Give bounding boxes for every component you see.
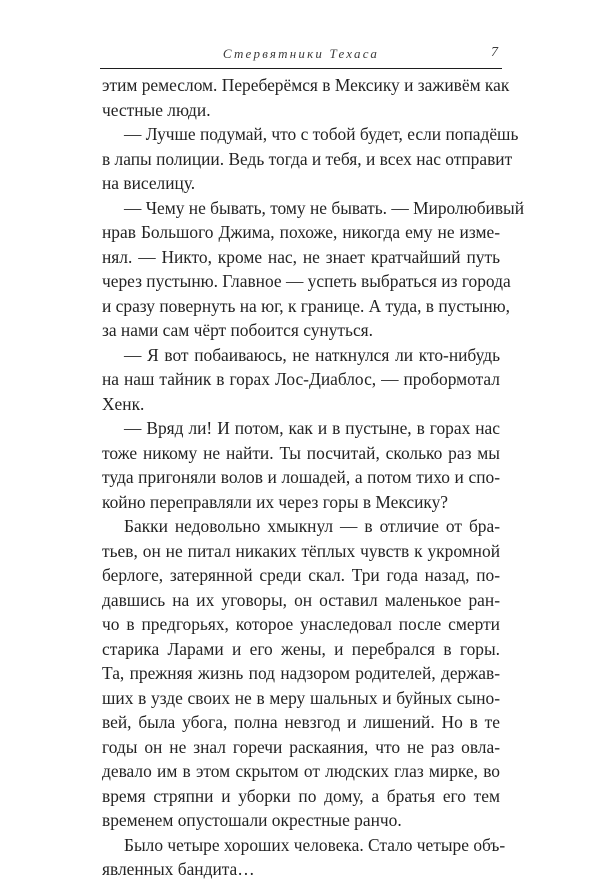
text-line: тоже никому не найти. Ты посчитай, сколько раз мы — [102, 442, 500, 463]
text-line: и сразу повернуть на юг, к границе. А туда, в пустыню, — [102, 295, 510, 316]
text-line: Та, прежняя жизнь под надзором родителей, держав- — [102, 663, 500, 683]
text-line: через пустыню. Главное — успеть выбраться из города — [102, 271, 511, 291]
text-line: давшись на их уговоры, он оставил маленькое ран- — [102, 589, 500, 610]
text-line: девало им в этом скрытом от людских глаз мирке, во — [102, 761, 500, 781]
text-line: на наш тайник в горах Лос-Диаблос, — пробормотал — [102, 369, 500, 389]
text-line: — Лучше подумай, что с тобой будет, если попадёшь — [124, 124, 519, 144]
header-rule — [100, 68, 502, 69]
text-line: на виселицу. — [102, 173, 196, 193]
text-line: в лапы полиции. Ведь тогда и тебя, и всех нас отправит — [102, 148, 513, 169]
text-line: вей, была убога, полна невзгод и лишений. Но в те — [102, 712, 500, 732]
text-line: нял. — Никто, кроме нас, не знает кратчайший путь — [102, 246, 500, 267]
text-line: тьев, он не питал никаких тёплых чувств к укромной — [102, 540, 500, 561]
text-line: Бакки недовольно хмыкнул — в отличие от бра- — [124, 516, 500, 536]
text-line: ших в узде своих не в меру шальных и буйных сыно- — [102, 687, 500, 708]
text-line: — Чему не бывать, тому не бывать. — Миролюбивый — [124, 197, 525, 218]
text-line: — Вряд ли! И потом, как и в пустыне, в горах нас — [124, 418, 500, 438]
text-line: нрав Большого Джима, похоже, никогда ему не изме- — [102, 222, 500, 242]
text-line: — Я вот побаиваюсь, не наткнулся ли кто-нибудь — [124, 344, 500, 365]
text-line: туда пригоняли волов и лошадей, а потом тихо и спо- — [102, 467, 500, 487]
text-line: Было четыре хороших человека. Стало четыре объ- — [124, 834, 506, 855]
text-line: койно переправляли их через горы в Мексику? — [102, 491, 449, 512]
text-line: Хенк. — [102, 393, 145, 414]
text-line: явленных бандита… — [102, 859, 255, 879]
text-line: время стряпни и уборки по дому, а братья его тем — [102, 785, 500, 806]
text-line: честные люди. — [102, 99, 211, 120]
text-line: берлоге, затерянной среди скал. Три года назад, по- — [102, 565, 500, 585]
text-line: временем опустошали окрестные ранчо. — [102, 810, 402, 830]
text-line: этим ремеслом. Переберёмся в Мексику и заживём как — [102, 75, 510, 95]
text-line: чо в предгорьях, которое унаследовал после смерти — [102, 614, 500, 634]
page-number: 7 — [491, 45, 498, 60]
text-line: за нами сам чёрт побоится сунуться. — [102, 320, 374, 340]
page-header — [102, 44, 500, 64]
running-title: Стервятники Техаса — [222, 46, 380, 61]
body-text — [102, 73, 525, 882]
text-line: старика Ларами и его жены, и перебрался в горы. — [102, 638, 500, 659]
text-line: годы он не знал горечи раскаяния, что не раз овла- — [102, 736, 500, 757]
